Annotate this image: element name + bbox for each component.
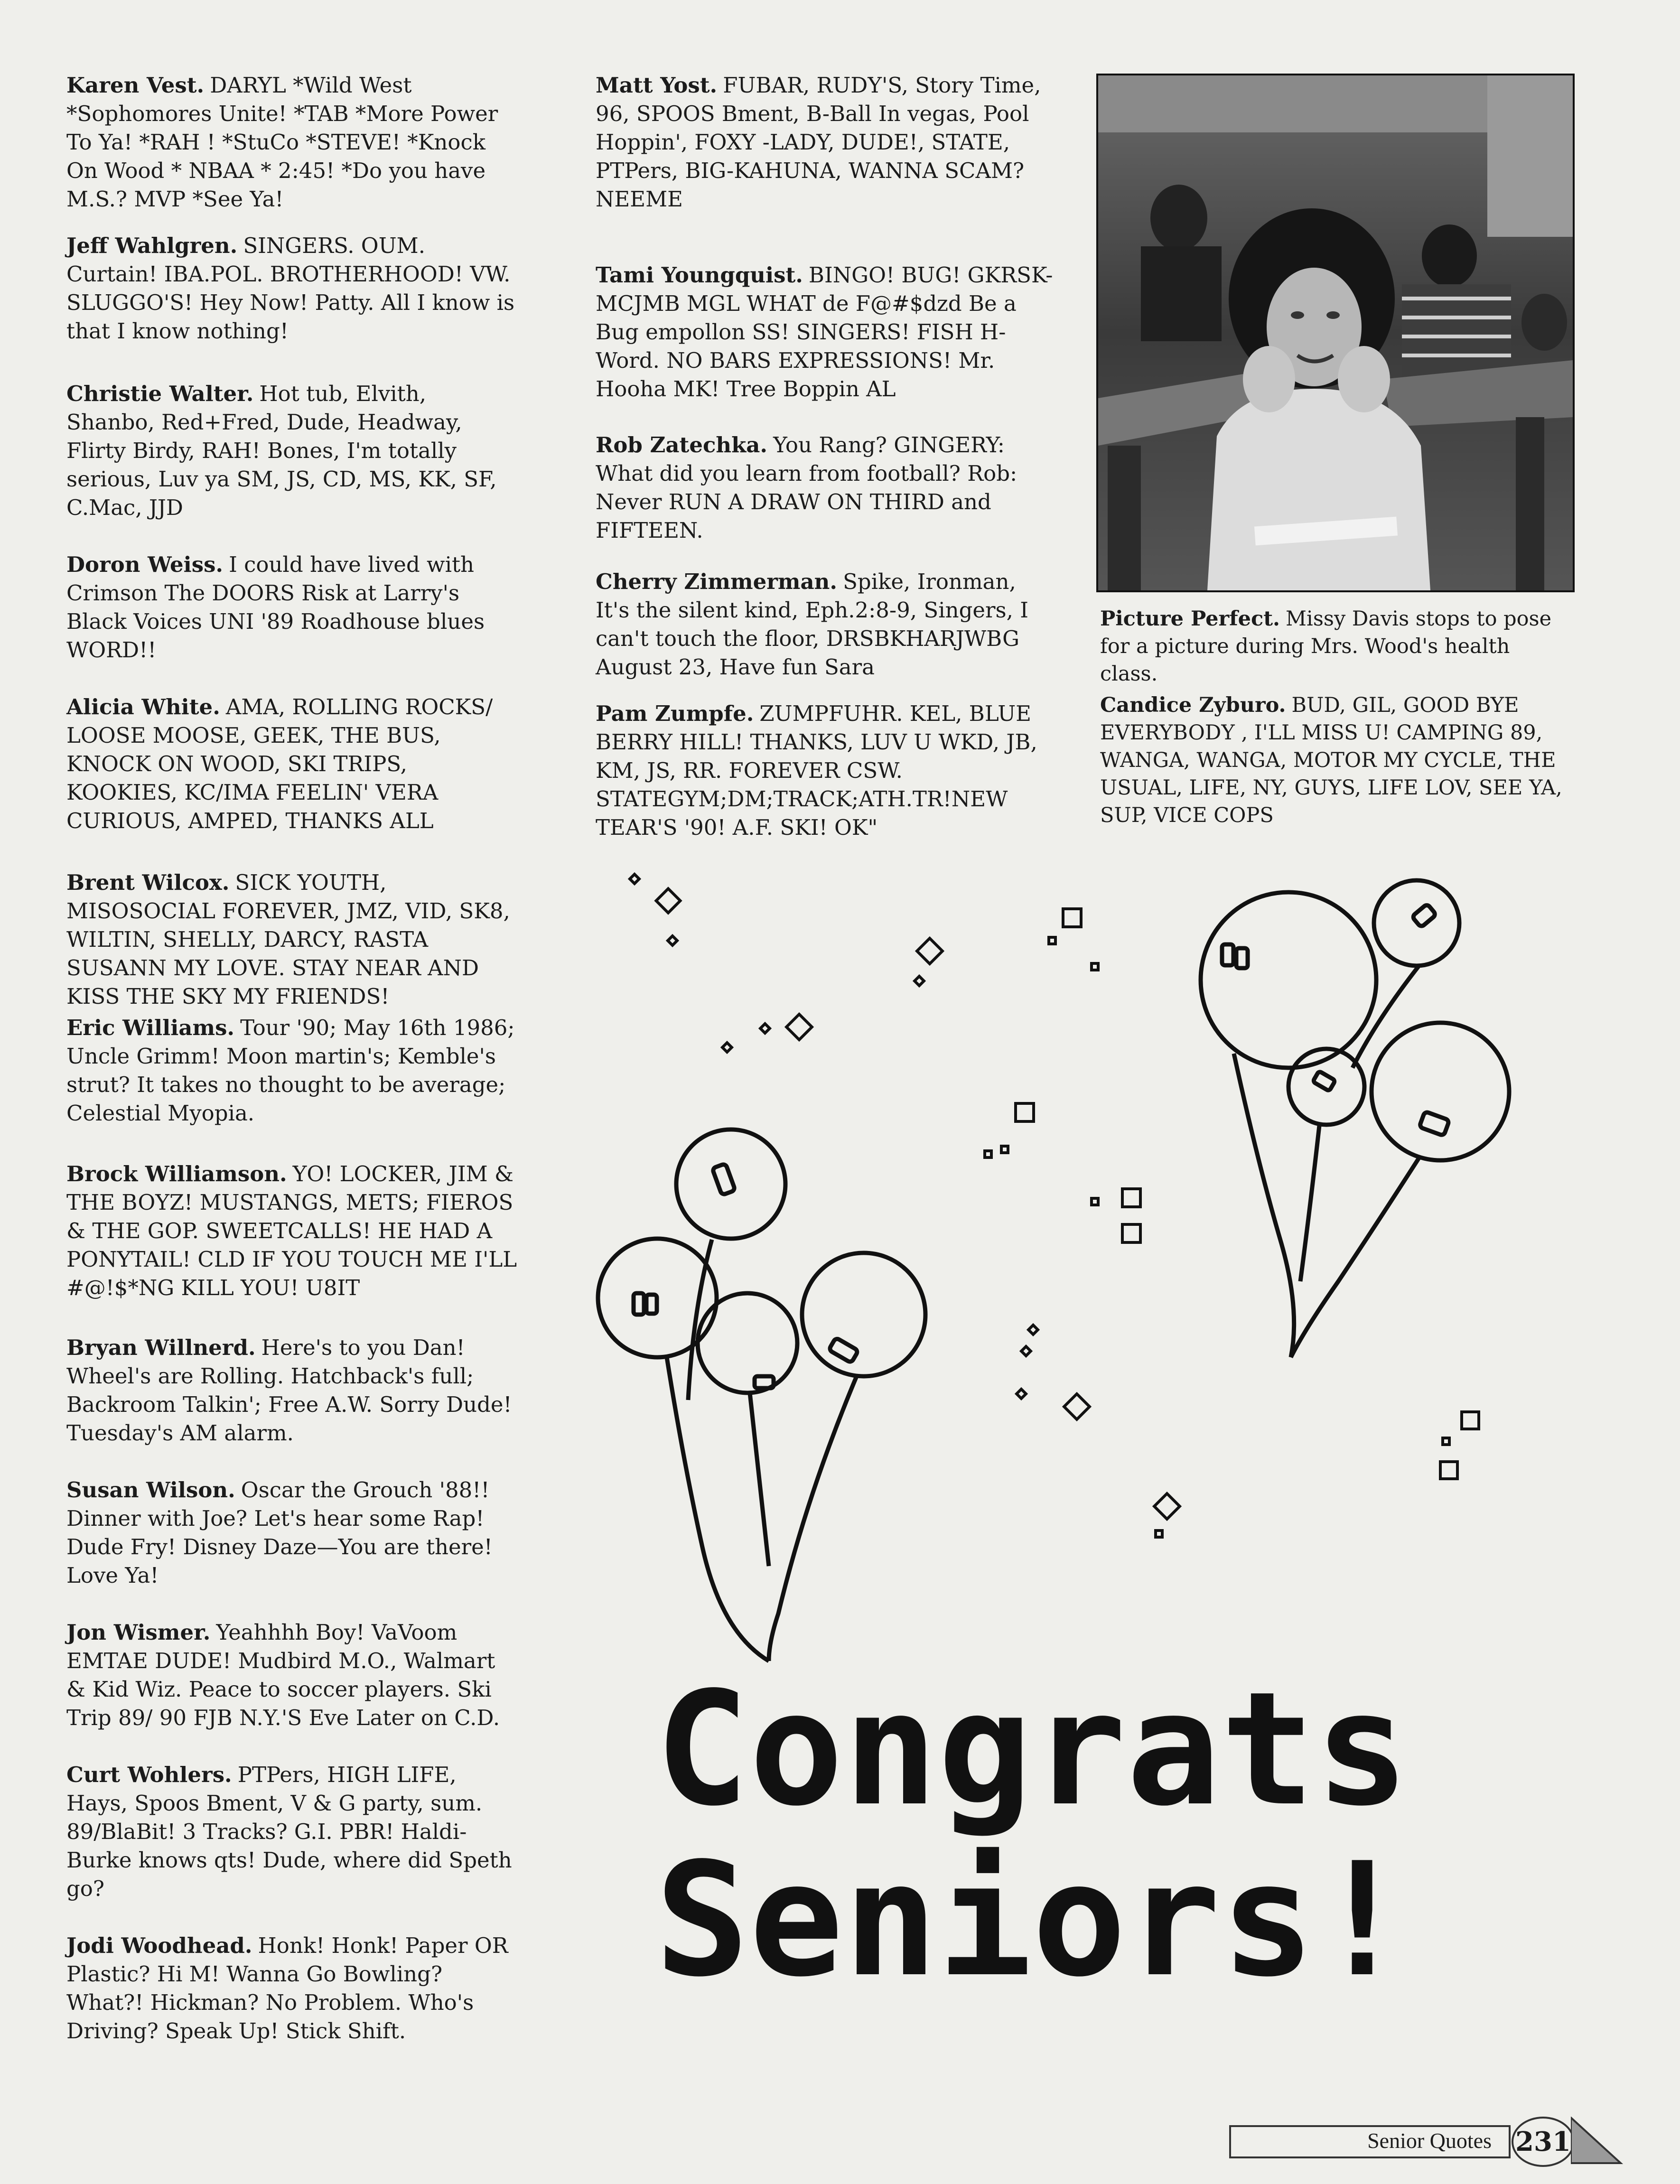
senior-quote: Tour '90; May 16th 1986; Uncle Grimm! Moon martin's; Kemble's strut? It takes no thought to be average; Celestial Myopia. — [66, 1015, 515, 1126]
senior-quote: Oscar the Grouch '88!! Dinner with Joe? Let's hear some Rap! Dude Fry! Disney Daze—You are there! Love Ya! — [66, 1477, 493, 1588]
caption-text: Missy Davis stops to pose for a picture during Mrs. Wood's health class. — [1100, 607, 1552, 686]
senior-name: Jeff Wahlgren. — [66, 233, 238, 258]
footer-label-box — [1229, 2125, 1511, 2158]
senior-name: Brent Wilcox. — [66, 870, 230, 895]
senior-quote: FUBAR, RUDY'S, Story Time, 96, SPOOS Bment, B-Ball In vegas, Pool Hoppin', FOXY -LADY, DUDE!, STATE, PTPers, BIG-KAHUNA, WANNA SCAM? NEEME — [596, 73, 1041, 212]
senior-quote: YO! LOCKER, JIM & THE BOYZ! MUSTANGS, METS; FIEROS & THE GOP. SWEETCALLS! HE HAD A PONYTAIL! CLD IF YOU TOUCH ME I'LL #@!$*NG KILL YOU! U8IT — [66, 1161, 517, 1300]
balloon — [1201, 892, 1376, 1068]
senior-quote: You Rang? GINGERY: What did you learn from football? Rob: Never RUN A DRAW ON THIRD and FIFTEEN. — [596, 432, 1017, 543]
senior-quote: BUD, GIL, GOOD BYE EVERYBODY , I'LL MISS U! CAMPING 89, WANGA, WANGA, MOTOR MY CYCLE, THE USUAL, LIFE, NY, GUYS, LIFE LOV, SEE YA, SUP, VICE COPS — [1100, 693, 1562, 827]
senior-name: Jon Wismer. — [66, 1620, 211, 1645]
senior-name: Pam Zumpfe. — [596, 701, 754, 726]
congrats-heading: Congrats — [655, 1658, 1409, 1840]
section-name: Senior Quotes — [1367, 2128, 1492, 2153]
senior-quote: AMA, ROLLING ROCKS/ LOOSE MOOSE, GEEK, THE BUS, KNOCK ON WOOD, SKI TRIPS, KOOKIES, KC/IMA FEELIN' VERA CURIOUS, AMPED, THANKS ALL — [66, 694, 493, 833]
senior-name: Candice Zyburo. — [1100, 693, 1286, 717]
senior-quote: BINGO! BUG! GKRSK-MCJMB MGL WHAT de F@#$dzd Be a Bug empollon SS! SINGERS! FISH H-Word. NO BARS EXPRESSIONS! Mr. Hooha MK! Tree Boppin AL — [596, 262, 1053, 401]
senior-quote: Spike, Ironman, It's the silent kind, Eph.2:8-9, Singers, I can't touch the floor, DRSBKHARJWBG August 23, Have fun Sara — [596, 569, 1028, 680]
senior-name: Susan Wilson. — [66, 1477, 235, 1503]
balloon — [1372, 1023, 1509, 1160]
senior-name: Tami Youngquist. — [596, 262, 803, 288]
senior-name: Alicia White. — [66, 694, 220, 719]
senior-name: Karen Vest. — [66, 73, 205, 98]
caption-title: Picture Perfect. — [1100, 607, 1280, 631]
balloon — [698, 1293, 797, 1393]
balloon — [802, 1253, 925, 1376]
senior-quote: DARYL *Wild West *Sophomores Unite! *TAB *More Power To Ya! *RAH ! *StuCo *STEVE! *Knock On Wood * NBAA * 2:45! *Do you have M.S.? MVP *See Ya! — [66, 73, 498, 212]
senior-name: Curt Wohlers. — [66, 1762, 232, 1787]
senior-quote: ZUMPFUHR. KEL, BLUE BERRY HILL! THANKS, LUV U WKD, JB, KM, JS, RR. FOREVER CSW. STATEGYM;DM;TRACK;ATH.TR!NEW TEAR'S '90! A.F. SKI! OK" — [596, 701, 1037, 840]
senior-quote: Here's to you Dan! Wheel's are Rolling. Hatchback's full; Backroom Talkin'; Free A.W. Sorry Dude! Tuesday's AM alarm. — [66, 1335, 512, 1446]
page-footer — [1229, 2117, 1609, 2159]
senior-quote: SICK YOUTH, MISOSOCIAL FOREVER, JMZ, VID, SK8, WILTIN, SHELLY, DARCY, RASTA SUSANN MY LOVE. STAY NEAR AND KISS THE SKY MY FRIENDS! — [66, 870, 510, 1009]
senior-quote: Yeahhhh Boy! VaVoom EMTAE DUDE! Mudbird M.O., Walmart & Kid Wiz. Peace to soccer players. Ski Trip 89/ 90 FJB N.Y.'S Eve Later on C.D. — [66, 1620, 500, 1730]
senior-name: Bryan Willnerd. — [66, 1335, 256, 1360]
page-number: 231 — [1512, 2117, 1575, 2167]
senior-name: Eric Williams. — [66, 1015, 235, 1040]
senior-name: Cherry Zimmerman. — [596, 569, 838, 594]
senior-quote: Honk! Honk! Paper OR Plastic? Hi M! Wanna Go Bowling? What?! Hickman? No Problem. Who's Driving? Speak Up! Stick Shift. — [66, 1933, 508, 2044]
senior-name: Brock Williamson. — [66, 1161, 287, 1186]
senior-name: Doron Weiss. — [66, 552, 224, 577]
arrow-icon — [1571, 2117, 1623, 2164]
senior-name: Matt Yost. — [596, 73, 718, 98]
senior-quote: PTPers, HIGH LIFE, Hays, Spoos Bment, V & G party, sum. 89/BlaBit! 3 Tracks? G.I. PBR! Haldi-Burke knows qts! Dude, where did Speth go? — [66, 1762, 512, 1901]
senior-name: Jodi Woodhead. — [66, 1933, 252, 1958]
senior-name: Christie Walter. — [66, 381, 254, 406]
senior-quote: Hot tub, Elvith, Shanbo, Red+Fred, Dude, Headway, Flirty Birdy, RAH! Bones, I'm totally serious, Luv ya SM, JS, CD, MS, KK, SF, C.Mac, JJD — [66, 381, 497, 520]
senior-quote: SINGERS. OUM. Curtain! IBA.POL. BROTHERHOOD! VW. SLUGGO'S! Hey Now! Patty. All I know is that I know nothing! — [66, 233, 515, 344]
seniors-heading: Seniors! — [655, 1829, 1409, 2011]
senior-quote: I could have lived with Crimson The DOORS Risk at Larry's Black Voices UNI '89 Roadhouse blues WORD!! — [66, 552, 485, 663]
senior-name: Rob Zatechka. — [596, 432, 768, 457]
